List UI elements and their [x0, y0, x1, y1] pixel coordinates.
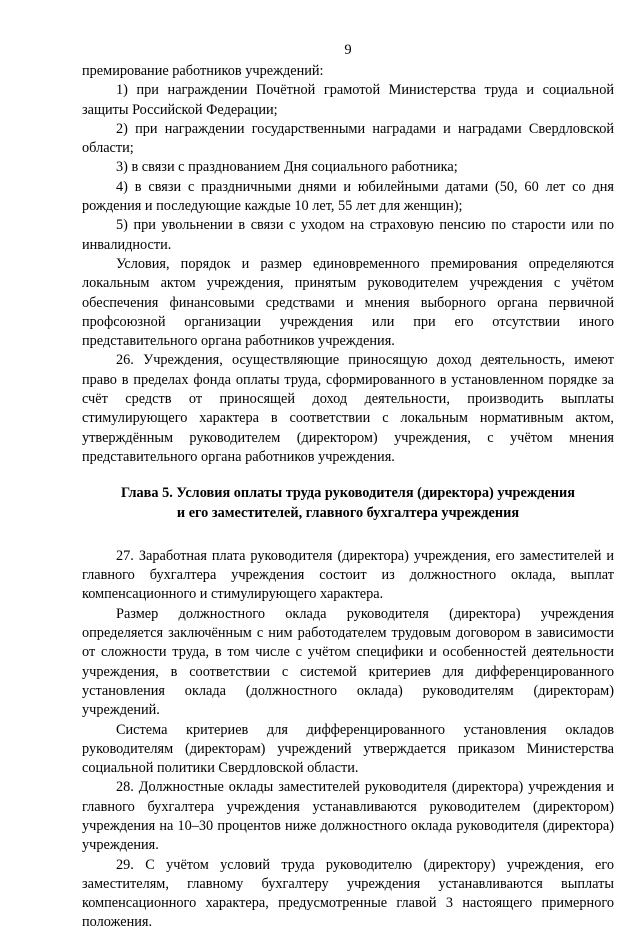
paragraph-bonus-item-5: 5) при увольнении в связи с уходом на страховую пенсию по старости или по инвалидности. — [82, 217, 614, 253]
paragraph-bonus-item-1: 1) при награждении Почётной грамотой Министерства труда и социальной защиты Российской Федерации; — [82, 82, 614, 118]
paragraph-clause-27: 27. Заработная плата руководителя (директора) учреждения, его заместителей и главного бухгалтера учреждения состоит из должностного оклада, выплат компенсационного и стимулирующего характера. — [82, 547, 614, 603]
document-body — [82, 62, 614, 933]
paragraph-bonus-item-2: 2) при награждении государственными наградами и наградами Свердловской области; — [82, 120, 614, 157]
chapter-5-heading — [82, 484, 614, 523]
chapter-title-line-1: Глава 5. Условия оплаты труда руководителя (директора) учреждения — [120, 485, 575, 502]
paragraph-bonus-intro: премирование работников учреждений: — [82, 63, 324, 79]
paragraph-bonus-item-4: 4) в связи с праздничными днями и юбилейными датами (50, 60 лет со дня рождения и последующие каждые 10 лет, 55 лет для женщин); — [82, 178, 614, 215]
paragraph-director-salary: Размер должностного оклада руководителя (директора) учреждения определяется заключённым с ним работодателем трудовым договором в зависимости от сложности труда, в том числе с учётом специфики и особенностей деятельности учреждения, в соответствии с системой критериев для дифференцированного установления оклада (должностного оклада) руководителям (директорам) учреждений. — [82, 605, 614, 719]
chapter-title-line-2: и его заместителей, главного бухгалтера учреждения — [176, 504, 520, 521]
paragraph-bonus-item-3: 3) в связи с празднованием Дня социального работника; — [116, 159, 458, 176]
paragraph-bonus-conditions: Условия, порядок и размер единовременного премирования определяются локальным актом учреждения, принятым руководителем учреждения с учётом обеспечения финансовыми средствами и мнения выборного органа первичной профсоюзной организации учреждения или при его отсутствии иного представительного органа работников учреждения. — [82, 255, 614, 350]
paragraph-clause-28: 28. Должностные оклады заместителей руководителя (директора) учреждения и главного бухгалтера учреждения устанавливаются руководителем (директором) учреждения на 10–30 процентов ниже должностного оклада руководителя (директора) учреждения. — [82, 779, 614, 854]
paragraph-clause-26: 26. Учреждения, осуществляющие приносящую доход деятельность, имеют право в пределах фонда оплаты труда, сформированного в установленном порядке за счёт средств от приносящей доход деятельности, производить выплаты стимулирующего характера в соответствии с локальным нормативным актом, утверждённым руководителем (директором) учреждения, с учётом мнения представительного органа работников учреждения. — [82, 352, 614, 465]
paragraph-clause-29: 29. С учётом условий труда руководителю (директору) учреждения, его заместителям, главному бухгалтеру учреждения устанавливаются выплаты компенсационного характера, предусмотренные главой 3 настоящего примерного положения. — [82, 856, 614, 931]
paragraph-criteria-system: Система критериев для дифференцированного установления окладов руководителям (директорам) учреждений утверждается приказом Министерства социальной политики Свердловской области. — [82, 721, 614, 777]
page-number: 9 — [344, 42, 352, 58]
